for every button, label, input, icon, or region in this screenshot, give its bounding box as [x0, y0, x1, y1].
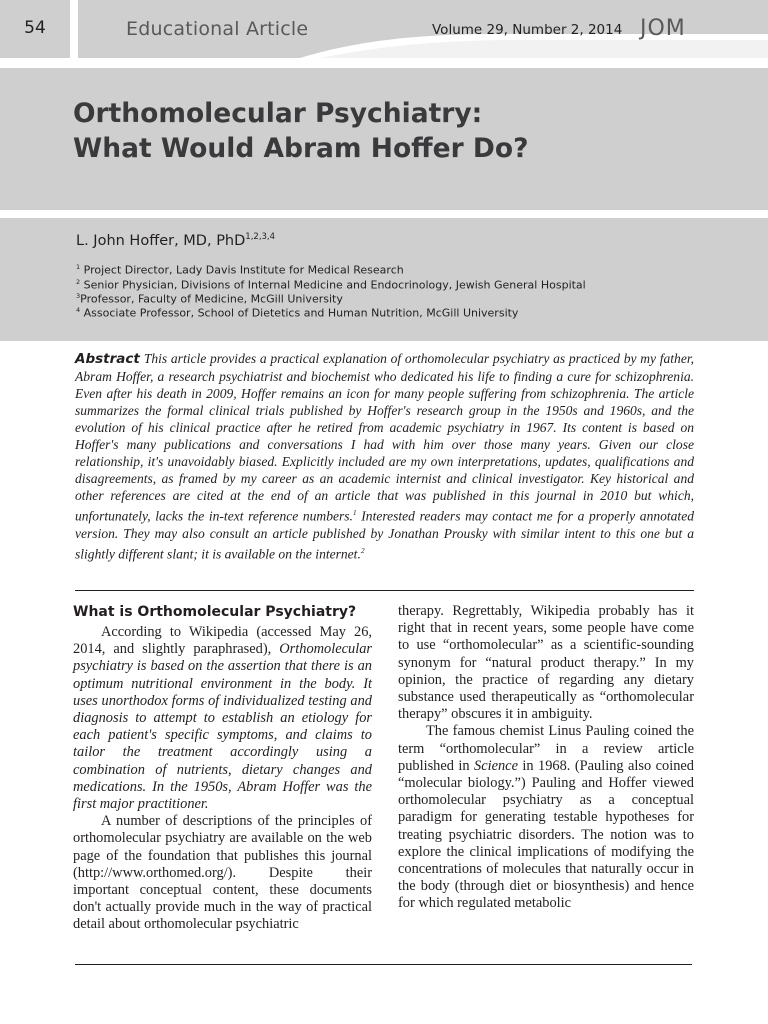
abstract-ref-2: 2	[360, 545, 365, 555]
abstract	[75, 350, 694, 562]
abstract-divider	[75, 590, 694, 591]
affiliation-number: 2	[76, 278, 81, 286]
affiliation-number: 3	[76, 292, 81, 300]
bottom-divider	[75, 964, 692, 965]
affiliation-text: Project Director, Lady Davis Institute for Medical Research	[83, 263, 404, 277]
abstract-label: Abstract	[75, 351, 140, 367]
page-number-box	[0, 0, 70, 58]
page-header	[0, 0, 768, 58]
author-line	[76, 232, 275, 249]
paragraph	[73, 624, 372, 813]
affiliation-text: Professor, Faculty of Medicine, McGill University	[80, 292, 343, 306]
volume-label: Volume 29, Number 2, 2014	[432, 22, 623, 38]
author-band	[0, 218, 768, 341]
paragraph	[398, 723, 694, 912]
affiliation-1	[76, 263, 404, 277]
paragraph: A number of descriptions of the principles of orthomolecular psychiatry are available on the web page of the foundation that publishes this journal (http://www.orthomed.org/). Despite their important conceptual content, these documents don't actually provide much in the way of practical detail about orthomolecular psychiatric	[73, 813, 372, 933]
affiliation-4	[76, 306, 518, 320]
body-column-left	[73, 603, 372, 934]
journal-name-science: Science	[474, 757, 518, 774]
affiliation-number: 4	[76, 306, 81, 314]
affiliation-2	[76, 278, 586, 292]
abstract-text-part-2: Interested readers may contact me for a properly annotated version. They may also consult an article published by Jonathan Prousky with similar intent to this one but a slightly different slant; it is available on the internet.	[75, 508, 694, 562]
abstract-text-part-1: This article provides a practical explanation of orthomolecular psychiatry as practiced by my father, Abram Hoffer, a research psychiatrist and biochemist who dedicated his life to finding a cure for schizophrenia. Even after his death in 2009, Hoffer remains an icon for many people suffering from schizophrenia. The article summarizes the formal clinical trials published by Hoffer's research group in the 1950s and 1960s, and the evolution of his clinical practice after he retired from academic psychiatry in 1967. Its content is based on Hoffer's many publications and conversations I had with him over those many years. Given our close relationship, it's unavoidably biased. Explicitly included are my own interpretations, updates, qualifications and disagreements, as framed by my career as an academic internist and clinical investigator. Key historical and other references are cited at the end of an article that was published in this journal in 2010 but which, unfortunately, lacks the in-text reference numbers.	[75, 351, 694, 524]
affiliation-number: 1	[76, 263, 81, 271]
paragraph: therapy. Regrettably, Wikipedia probably has it right that in recent years, some people have come to use “orthomolecular” as a scientific-sounding synonym for “natural product therapy.” In my opinion, the practice of regarding any dietary substance used therapeutically as “orthomolecular therapy” obscures it in ambiguity.	[398, 603, 694, 723]
abstract-ref-1: 1	[352, 508, 357, 517]
author-superscripts: 1,2,3,4	[245, 232, 276, 242]
section-heading: What is Orthomolecular Psychiatry?	[73, 604, 357, 620]
section-label: Educational Article	[126, 18, 309, 40]
author-name: L. John Hoffer, MD, PhD	[76, 232, 246, 249]
paragraph-text: in 1968. (Pauling also coined “molecular biology.”) Pauling and Hoffer viewed orthomolecular psychiatry as a conceptual paradigm for generating testable hypotheses for treating psychiatric disorders. The notion was to explore the clinical implications of modifying the concentrations of molecules that naturally occur in the body (through diet or biosynthesis) and hence for which regulated metabolic	[398, 757, 694, 912]
page-number: 54	[24, 18, 46, 38]
body-column-right	[398, 603, 694, 913]
journal-abbreviation: JOM	[640, 16, 686, 41]
wikipedia-quote: Orthomolecular psychiatry is based on the assertion that there is an optimum nutritional environment in the body. It uses unorthodox forms of individualized testing and diagnosis to attempt to establish an etiology for each patient's specific symptoms, and claims to tailor the treatment accordingly using a combination of nutrients, dietary changes and medications. In the 1950s, Abram Hoffer was the first major practitioner.	[73, 641, 372, 813]
affiliation-text: Associate Professor, School of Dietetics and Human Nutrition, McGill University	[83, 306, 519, 320]
paragraph-text: The famous chemist Linus Pauling coined the term “orthomolecular” in a review article published in	[398, 723, 694, 774]
affiliation-text: Senior Physician, Divisions of Internal Medicine and Endocrinology, Jewish General Hospital	[83, 278, 586, 292]
title-band	[0, 68, 768, 210]
affiliation-3	[76, 292, 343, 306]
article-title-line-2: What Would Abram Hoffer Do?	[73, 133, 529, 164]
paragraph-text: According to Wikipedia (accessed May 26, 2014, and slightly paraphrased),	[73, 624, 372, 658]
article-title-line-1: Orthomolecular Psychiatry:	[73, 98, 483, 129]
